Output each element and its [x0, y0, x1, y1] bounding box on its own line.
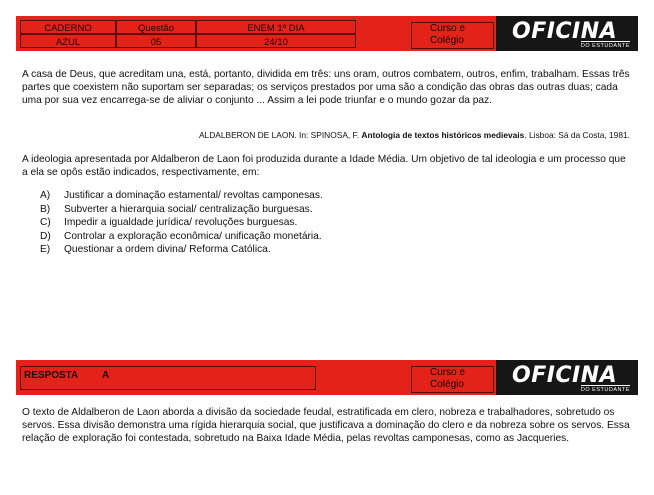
option-e	[40, 243, 323, 257]
option-letter: A)	[40, 190, 51, 201]
option-letter: C)	[40, 217, 51, 228]
citation-prefix: ALDALBERON DE LAON. In: SPINOSA, F.	[198, 130, 362, 140]
caderno-label: CADERNO	[20, 20, 116, 34]
curso-colegio-label	[411, 366, 494, 393]
logo-subtitle: DO ESTUDANTE	[580, 387, 630, 393]
source-quote: A casa de Deus, que acreditam una, está, portanto, dividida em três: uns oram, outros combatem, outros, enfim, trabalham. Essas três partes que coexistem não suportam ser separadas; os serviços prestados por uma são a condição das obras das outras duas; cada uma por sua vez encarrega-se de aliviar o conjunto ... Assim a lei pode triunfar e o mundo gozar da paz.	[22, 69, 630, 106]
logo-subtitle: DO ESTUDANTE	[580, 43, 630, 49]
answer-value: A	[102, 370, 110, 381]
oficina-logo	[496, 360, 638, 395]
caderno-value: AZUL	[20, 34, 116, 48]
source-citation	[150, 130, 630, 140]
answer-label: RESPOSTA	[24, 370, 79, 381]
option-text: Questionar a ordem divina/ Reforma Católica.	[64, 244, 271, 255]
exam-date: 24/10	[196, 34, 356, 48]
citation-suffix: . Lisboa: Sá da Costa, 1981.	[524, 130, 630, 140]
option-a	[40, 189, 323, 203]
answer-explanation: O texto de Aldalberon de Laon aborda a divisão da sociedade feudal, estratificada em clero, nobreza e trabalhadores, sobretudo os servos. Essa divisão demonstra uma rígida hierarquia social, que justificava a dominação do clero e da nobreza sobre os servos. Essa relação de exploração foi contestada, sobretudo na Baixa Idade Média, pelas revoltas camponesas, como as Jacqueries.	[22, 407, 630, 444]
curso-line-2: Colégio	[430, 35, 464, 46]
citation-title: Antologia de textos históricos medievais	[361, 130, 525, 140]
questao-value: 05	[116, 34, 196, 48]
exam-label: ENEM 1º DIA	[196, 20, 356, 34]
curso-line-1: Curso e	[430, 367, 466, 378]
answer-options	[40, 189, 323, 257]
option-text: Impedir a igualdade jurídica/ revoluções burguesas.	[64, 217, 298, 228]
option-c	[40, 216, 323, 230]
option-b	[40, 203, 323, 217]
oficina-logo	[496, 16, 638, 51]
option-d	[40, 230, 323, 244]
option-letter: B)	[40, 203, 51, 215]
logo-wordmark: OFICINA	[512, 19, 618, 44]
answer-header-bar	[16, 360, 638, 395]
option-text: Controlar a exploração econômica/ unificação monetária.	[64, 230, 322, 242]
option-text: Justificar a dominação estamental/ revoltas camponesas.	[64, 190, 323, 201]
option-letter: E)	[40, 244, 51, 255]
option-text: Subverter a hierarquia social/ centralização burguesas.	[64, 203, 313, 215]
option-letter: D)	[40, 230, 51, 242]
questao-label: Questão	[116, 20, 196, 34]
question-prompt: A ideologia apresentada por Aldalberon de Laon foi produzida durante a Idade Média. Um objetivo de tal ideologia e um processo que a ela se opôs estão indicados, respectivamente, em:	[22, 154, 626, 178]
question-header-bar	[16, 16, 638, 51]
logo-wordmark: OFICINA	[512, 363, 618, 388]
curso-line-1: Curso e	[430, 23, 466, 34]
curso-line-2: Colégio	[430, 379, 464, 390]
curso-colegio-label	[411, 22, 494, 49]
